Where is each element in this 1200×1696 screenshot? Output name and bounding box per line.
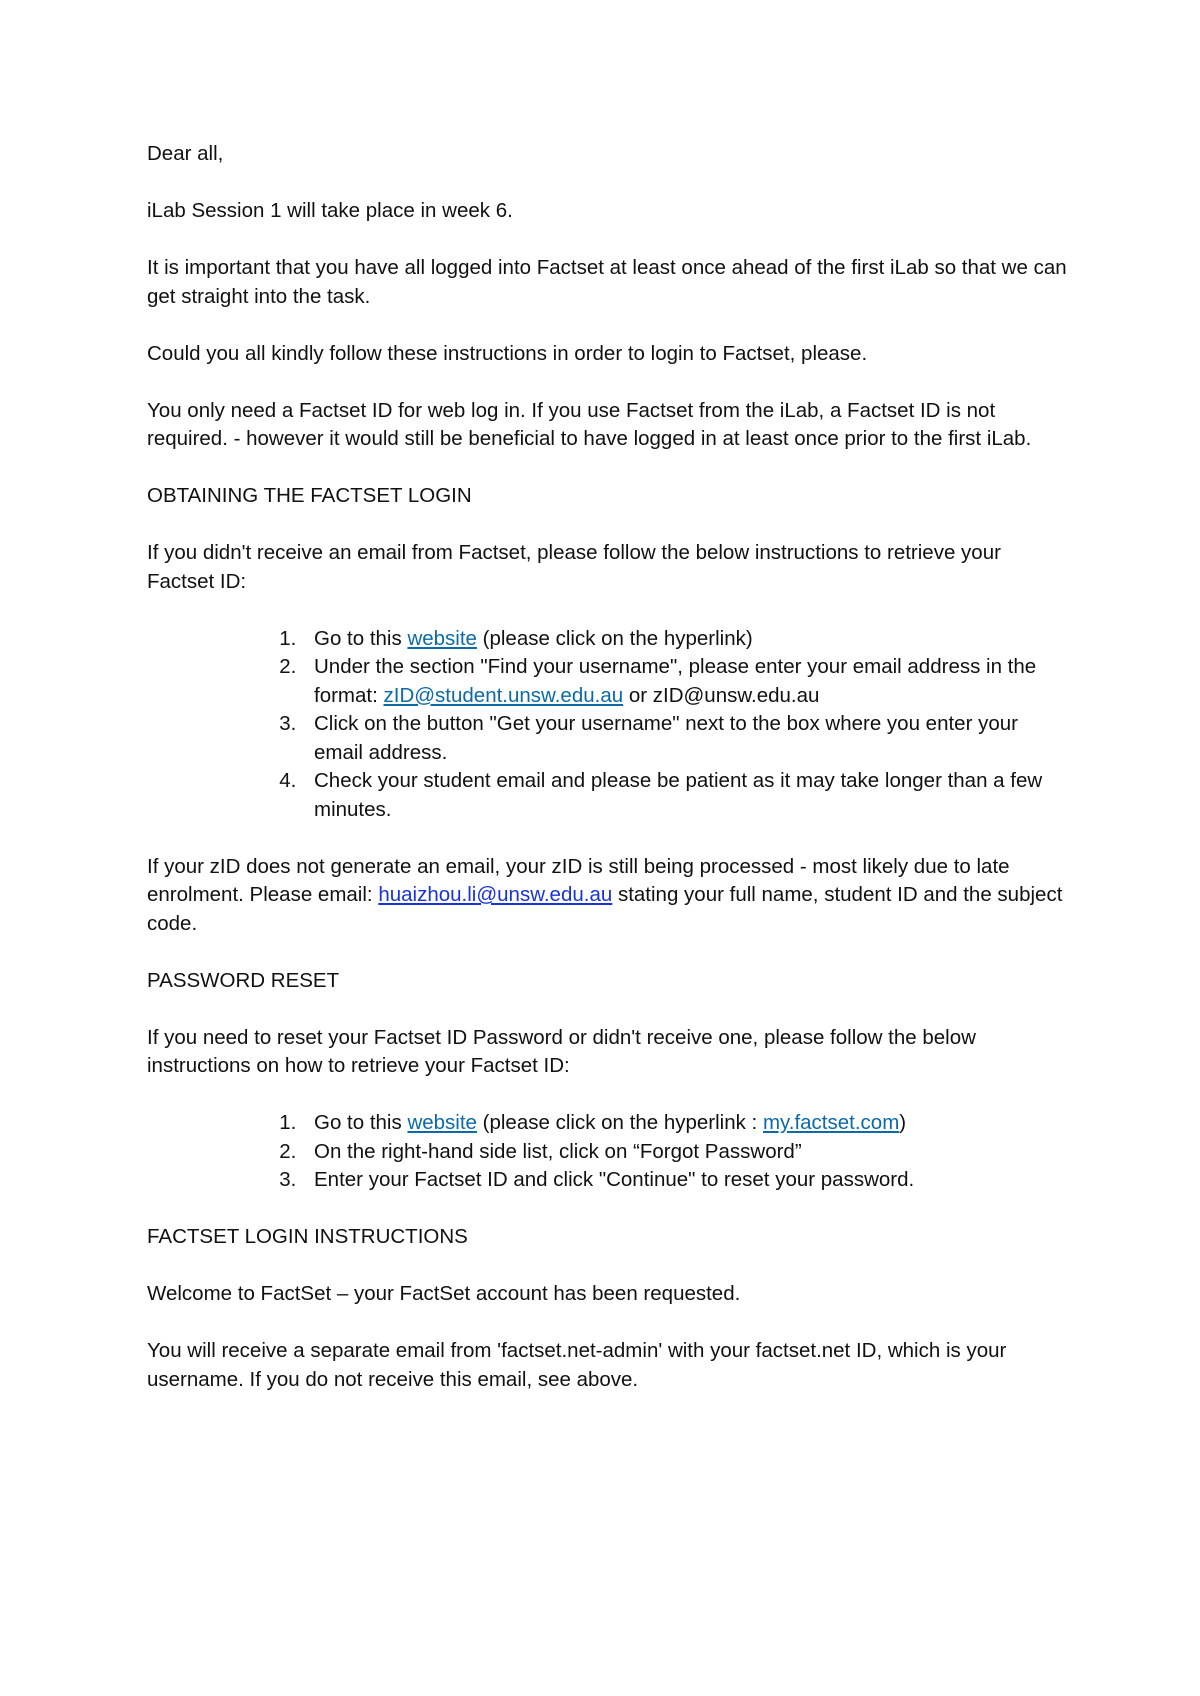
list-item: 3. Click on the button "Get your username" next to the box where you enter your email address. — [302, 710, 1067, 767]
my-factset-link[interactable]: my.factset.com — [762, 1111, 900, 1134]
greeting: Dear all, — [147, 142, 224, 165]
paragraph-zid-note — [147, 853, 1067, 939]
paragraph-factset-id-requirement: You only need a Factset ID for web log in. If you use Factset from the iLab, a Factset ID is not required. - however it would still be beneficial to have logged in at least once prior to the first iLab. — [147, 398, 1032, 450]
website-link[interactable]: website — [407, 1111, 477, 1134]
contact-email-link[interactable]: huaizhou.li@unsw.edu.au — [378, 883, 613, 906]
list-item — [302, 653, 1067, 710]
list-item — [302, 1109, 1067, 1138]
paragraph-login-importance: It is important that you have all logged into Factset at least once ahead of the first iLab so that we can get straight into the task. — [147, 256, 1067, 308]
paragraph-ilab-session: iLab Session 1 will take place in week 6. — [147, 199, 513, 222]
obtaining-steps-list — [147, 625, 1067, 825]
document-body — [147, 140, 1067, 1423]
note-text: If your zID does not generate an email, your zID is still being processed - most likely due to late enrolment. Please email: — [147, 854, 1010, 906]
step-text: Under the section "Find your username", please enter your email address in the format: — [314, 655, 1037, 707]
step-text: ) — [899, 1111, 907, 1134]
list-item — [302, 625, 1067, 654]
step-text: (please click on the hyperlink : — [476, 1111, 763, 1134]
heading-obtaining-login: OBTAINING THE FACTSET LOGIN — [147, 484, 472, 507]
step-text: (please click on the hyperlink) — [476, 626, 753, 650]
heading-login-instructions: FACTSET LOGIN INSTRUCTIONS — [147, 1225, 468, 1248]
email-format-link[interactable]: zID@student.unsw.edu.au — [383, 683, 624, 707]
website-link[interactable]: website — [407, 626, 477, 650]
step-text: Go to this — [314, 626, 408, 650]
paragraph-obtaining-intro: If you didn't receive an email from Factset, please follow the below instructions to retrieve your Factset ID: — [147, 541, 1001, 593]
paragraph-welcome: Welcome to FactSet – your FactSet account has been requested. — [147, 1282, 741, 1305]
list-item: 2. On the right-hand side list, click on “Forgot Password” — [302, 1138, 1067, 1167]
password-steps-list — [147, 1109, 1067, 1195]
list-item: 4. Check your student email and please be patient as it may take longer than a few minutes. — [302, 767, 1067, 824]
paragraph-instructions-request: Could you all kindly follow these instructions in order to login to Factset, please. — [147, 341, 868, 365]
paragraph-password-intro: If you need to reset your Factset ID Password or didn't receive one, please follow the below instructions on how to retrieve your Factset ID: — [147, 1025, 976, 1077]
heading-password-reset: PASSWORD RESET — [147, 968, 340, 992]
step-text: Go to this — [314, 1111, 408, 1134]
note-text: stating your full name, student ID and the subject code. — [147, 883, 1063, 935]
step-text: or zID@unsw.edu.au — [623, 683, 820, 707]
list-item: 3. Enter your Factset ID and click "Continue" to reset your password. — [302, 1166, 1067, 1195]
paragraph-separate-email: You will receive a separate email from 'factset.net-admin' with your factset.net ID, which is your username. If you do not receive this email, see above. — [147, 1339, 1007, 1391]
